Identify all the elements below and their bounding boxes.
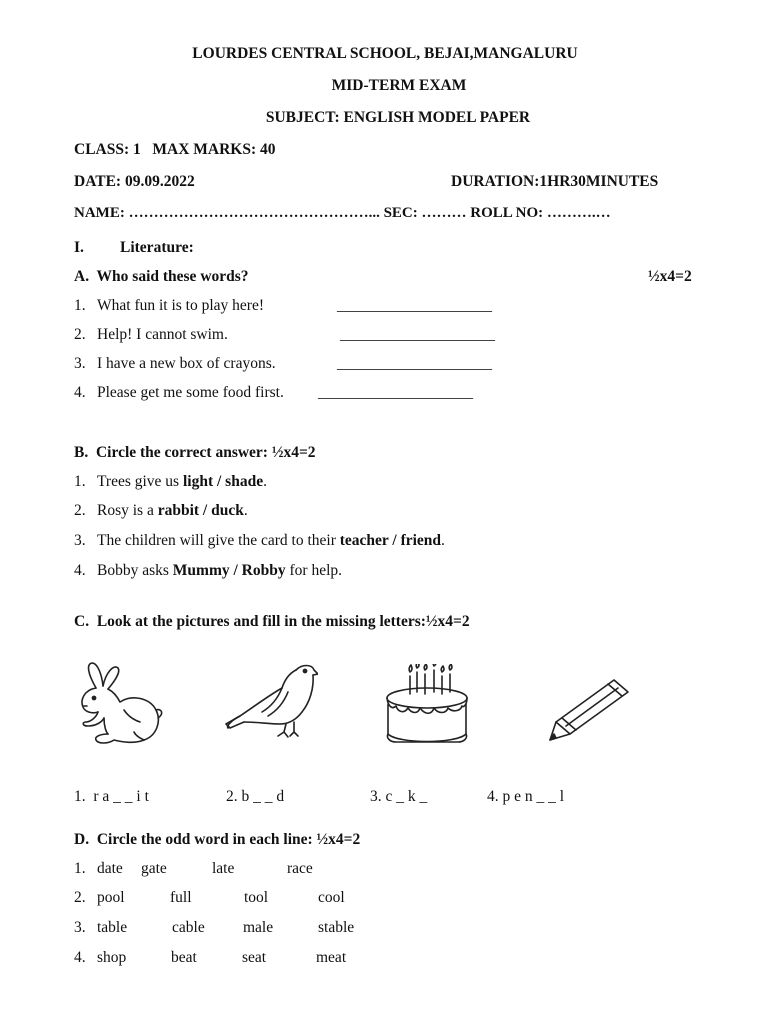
- sentence-end: .: [263, 473, 267, 490]
- subject-title: SUBJECT: ENGLISH MODEL PAPER: [265, 109, 531, 126]
- section-number: I.: [74, 239, 84, 256]
- pencil-picture: [548, 678, 630, 742]
- part-d-number: 3.: [74, 919, 86, 936]
- part-d-title: D. Circle the odd word in each line: ½x4=2: [74, 831, 361, 848]
- word-option[interactable]: date: [97, 860, 123, 877]
- part-b-sentence: [97, 563, 342, 579]
- part-d-number: 2.: [74, 889, 86, 906]
- part-d-number: 1.: [74, 860, 86, 877]
- part-b-sentence: [97, 503, 248, 519]
- sentence-end: .: [243, 502, 248, 519]
- missing-letters-bird[interactable]: 2. b _ _ d: [226, 788, 285, 805]
- missing-letters-pencil[interactable]: 4. p e n _ _ l: [487, 788, 565, 805]
- answer-choices[interactable]: Mummy / Robby: [172, 562, 286, 579]
- missing-letters-cake[interactable]: 3. c _ k _: [370, 788, 428, 805]
- sentence-text: Rosy is a: [97, 502, 158, 519]
- word-option[interactable]: male: [243, 919, 274, 936]
- part-b-number: 3.: [74, 532, 86, 549]
- part-b-sentence: [97, 533, 445, 549]
- part-b-number: 1.: [74, 473, 86, 490]
- answer-blank[interactable]: ____________________: [340, 326, 495, 343]
- part-b-number: 2.: [74, 502, 86, 519]
- school-name: LOURDES CENTRAL SCHOOL, BEJAI,MANGALURU: [192, 45, 578, 62]
- sentence-text: The children will give the card to their: [97, 532, 340, 549]
- word-option[interactable]: meat: [316, 949, 347, 966]
- part-a-marks: ½x4=2: [648, 268, 692, 285]
- exam-date: DATE: 09.09.2022: [74, 173, 195, 190]
- sentence-text: Bobby asks: [97, 562, 173, 579]
- word-option[interactable]: tool: [244, 889, 269, 906]
- exam-duration: DURATION:1HR30MINUTES: [451, 173, 659, 190]
- word-option[interactable]: full: [170, 889, 192, 906]
- part-b-number: 4.: [74, 562, 86, 579]
- word-option[interactable]: gate: [141, 860, 167, 877]
- part-a-number: 4.: [74, 384, 86, 401]
- answer-choices[interactable]: light / shade: [182, 473, 264, 490]
- part-a-question: Please get me some food first.: [97, 384, 284, 401]
- part-a-number: 3.: [74, 355, 86, 372]
- sentence-text: Trees give us: [97, 473, 183, 490]
- section-title: Literature:: [120, 239, 194, 256]
- rabbit-picture: [74, 660, 164, 748]
- part-a-title: A. Who said these words?: [74, 268, 249, 285]
- answer-blank[interactable]: ____________________: [337, 355, 492, 372]
- class-marks: CLASS: 1 MAX MARKS: 40: [74, 141, 276, 158]
- part-b-sentence: [97, 474, 267, 490]
- bird-picture: [222, 662, 318, 740]
- part-a-question: Help! I cannot swim.: [97, 326, 228, 343]
- part-a-number: 2.: [74, 326, 86, 343]
- answer-choices[interactable]: teacher / friend: [339, 532, 442, 549]
- word-option[interactable]: pool: [97, 889, 125, 906]
- name-line: NAME: …………………………………………... SEC: ……… ROLL NO: ……….…: [74, 205, 611, 221]
- part-c-title: C. Look at the pictures and fill in the missing letters:½x4=2: [74, 613, 470, 630]
- word-option[interactable]: race: [287, 860, 313, 877]
- word-option[interactable]: cable: [172, 919, 205, 936]
- part-b-title: B. Circle the correct answer: ½x4=2: [74, 444, 316, 461]
- missing-letters-rabbit[interactable]: 1. r a _ _ i t: [74, 788, 149, 805]
- word-option[interactable]: table: [97, 919, 128, 936]
- answer-blank[interactable]: ____________________: [318, 384, 473, 401]
- part-a-number: 1.: [74, 297, 86, 314]
- word-option[interactable]: stable: [318, 919, 355, 936]
- part-a-question: I have a new box of crayons.: [97, 355, 276, 372]
- word-option[interactable]: shop: [97, 949, 127, 966]
- cake-picture: [384, 664, 470, 746]
- exam-title: MID-TERM EXAM: [331, 77, 467, 94]
- answer-choices[interactable]: rabbit / duck: [157, 502, 244, 519]
- word-option[interactable]: beat: [171, 949, 197, 966]
- part-d-number: 4.: [74, 949, 86, 966]
- part-a-question: What fun it is to play here!: [97, 297, 265, 314]
- sentence-end: for help.: [285, 562, 343, 579]
- word-option[interactable]: seat: [242, 949, 267, 966]
- sentence-end: .: [441, 532, 445, 549]
- word-option[interactable]: cool: [318, 889, 345, 906]
- word-option[interactable]: late: [212, 860, 235, 877]
- answer-blank[interactable]: ____________________: [337, 297, 492, 314]
